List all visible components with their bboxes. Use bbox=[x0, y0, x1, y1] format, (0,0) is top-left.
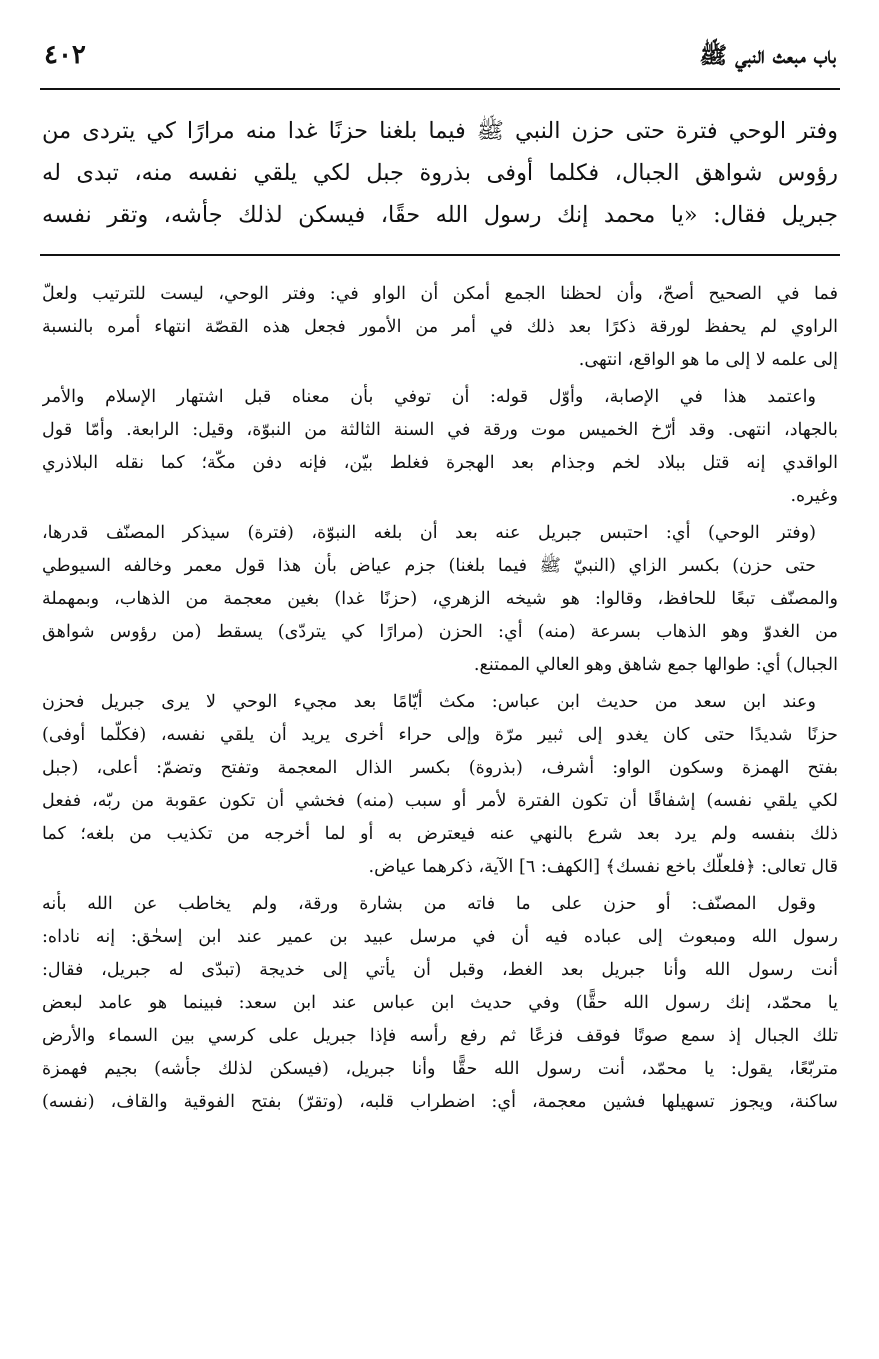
main-text-line: جبريل فقال: «يا محمد إنك رسول الله حقًا، فيسكن لذلك جأشه، وتقر نفسه bbox=[42, 202, 838, 228]
commentary-line: من الغدوّ وهو الذهاب بسرعة (منه) أي: الحزن (مرارًا كي يتردّى) يسقط (من رؤوس شواهق bbox=[42, 622, 838, 642]
main-text bbox=[40, 110, 840, 236]
commentary-line: واعتمد هذا في الإصابة، وأوّل قوله: أن توفي بأن معناه قبل اشتهار الإسلام والأمر bbox=[42, 387, 816, 407]
commentary-line: متربّعًا، يقول: يا محمّد، أنت رسول الله حقًّا وأنا جبريل، (فيسكن لذلك جأشه) بجيم فهمزة bbox=[42, 1059, 838, 1079]
book-page bbox=[40, 40, 840, 1340]
commentary-line: والمصنّف تبعًا للحافظ، وقالوا: هو شيخه الزهري، (حزنًا غدا) بغين معجمة من الذهاب، وبمهملة bbox=[42, 589, 838, 609]
main-text-line: رؤوس شواهق الجبال، فكلما أوفى بذروة جبل لكي يلقي نفسه منه، تبدى له bbox=[42, 160, 838, 186]
commentary-line: الراوي لم يحفظ لورقة ذكرًا بعد ذلك في أمر من الأمور فجعل هذه القصّة انتهاء أمره بالنسبة bbox=[42, 317, 838, 337]
page-header bbox=[40, 40, 840, 90]
separator-rule bbox=[40, 254, 840, 256]
running-title: باب مبعث النبي ﷺ bbox=[699, 42, 836, 69]
commentary-line: ذلك بنفسه ولم يرد بعد شرع بالنهي عنه فيعترض به أو لما أخرجه من تكذيب من بلغه؛ كما bbox=[42, 824, 838, 844]
commentary-line: حتى حزن) بكسر الزاي (النبيّ ﷺ فيما بلغنا) جزم عياض بأن هذا قول معمر وخالفه السيوطي bbox=[42, 556, 816, 576]
commentary-line: بالجهاد، انتهى. وقد أرّخ الخميس موت ورقة في السنة الثالثة من النبوّة، وقيل: الرابعة. وأمّا قول bbox=[42, 420, 838, 440]
commentary-line: الواقدي إنه قتل ببلاد لخم وجذام بعد الهجرة فغلط بيّن، فإنه دفن مكّة؛ كما نقله البلاذري bbox=[42, 453, 838, 473]
commentary-line: يا محمّد، إنك رسول الله حقًّا) وفي حديث ابن عباس عند ابن سعد: فبينما هو عامد لبعض bbox=[42, 993, 838, 1013]
commentary-line: وعند ابن سعد من حديث ابن عباس: مكث أيّامًا بعد مجيء الوحي لا يرى جبريل فحزن bbox=[42, 692, 816, 712]
commentary-line: (وفتر الوحي) أي: احتبس جبريل عنه بعد أن بلغه النبوّة، (فترة) سيذكر المصنّف قدرها، bbox=[42, 523, 816, 543]
commentary-line: الجبال) أي: طوالها جمع شاهق وهو العالي الممتنع. bbox=[473, 655, 838, 675]
commentary-line: تلك الجبال إذ سمع صوتًا فوقف فزعًا ثم رفع رأسه فإذا جبريل على كرسي بين السماء والأرض bbox=[42, 1026, 838, 1046]
commentary-line: إلى علمه لا إلى ما هو الواقع، انتهى. bbox=[578, 350, 838, 370]
page-number: ٤٠٢ bbox=[44, 40, 86, 70]
commentary-line: حزنًا شديدًا حتى كان يغدو إلى ثبير مرّة وإلى حراء أخرى يريد أن يلقي نفسه، (فكلّما أوفى) bbox=[42, 725, 838, 745]
commentary-line: وغيره. bbox=[790, 486, 838, 506]
commentary-line: فما في الصحيح أصحّ، وأن لحظنا الجمع أمكن أن الواو في: وفتر الوحي، ليست للترتيب ولعلّ bbox=[42, 284, 838, 304]
main-text-line: وفتر الوحي فترة حتى حزن النبي ﷺ فيما بلغنا حزنًا غدا منه مرارًا كي يتردى من bbox=[42, 118, 838, 144]
commentary-line: لكي يلقي نفسه) إشفاقًا أن تكون الفترة لأمر أو سبب (منه) فخشي أن تكون عقوبة من ربّه، ففعل bbox=[42, 791, 838, 811]
commentary-line: ساكنة، ويجوز تسهيلها فشين معجمة، أي: اضطراب قلبه، (وتقرّ) بفتح الفوقية والقاف، (نفسه) bbox=[42, 1092, 838, 1112]
commentary-line: بفتح الهمزة وسكون الواو: أشرف، (بذروة) بكسر الذال المعجمة وتفتح وتضمّ: أعلى، (جبل bbox=[42, 758, 838, 778]
commentary bbox=[40, 278, 840, 1119]
commentary-line: وقول المصنّف: أو حزن على ما فاته من بشارة ورقة، ولم يخاطب عن الله بأنه bbox=[42, 894, 816, 914]
commentary-line: رسول الله ومبعوث إلى عباده فيه أن في مرسل عبيد بن عمير عند ابن إسحٰق: إنه ناداه: bbox=[42, 927, 838, 947]
commentary-line: أنت رسول الله وأنا جبريل بعد الغط، وقبل أن يأتي إلى خديجة (تبدّى له جبريل، فقال: bbox=[42, 960, 838, 980]
commentary-line: قال تعالى: ﴿فلعلّك باخع نفسك﴾ [الكهف: ٦] الآية، ذكرهما عياض. bbox=[368, 857, 838, 877]
